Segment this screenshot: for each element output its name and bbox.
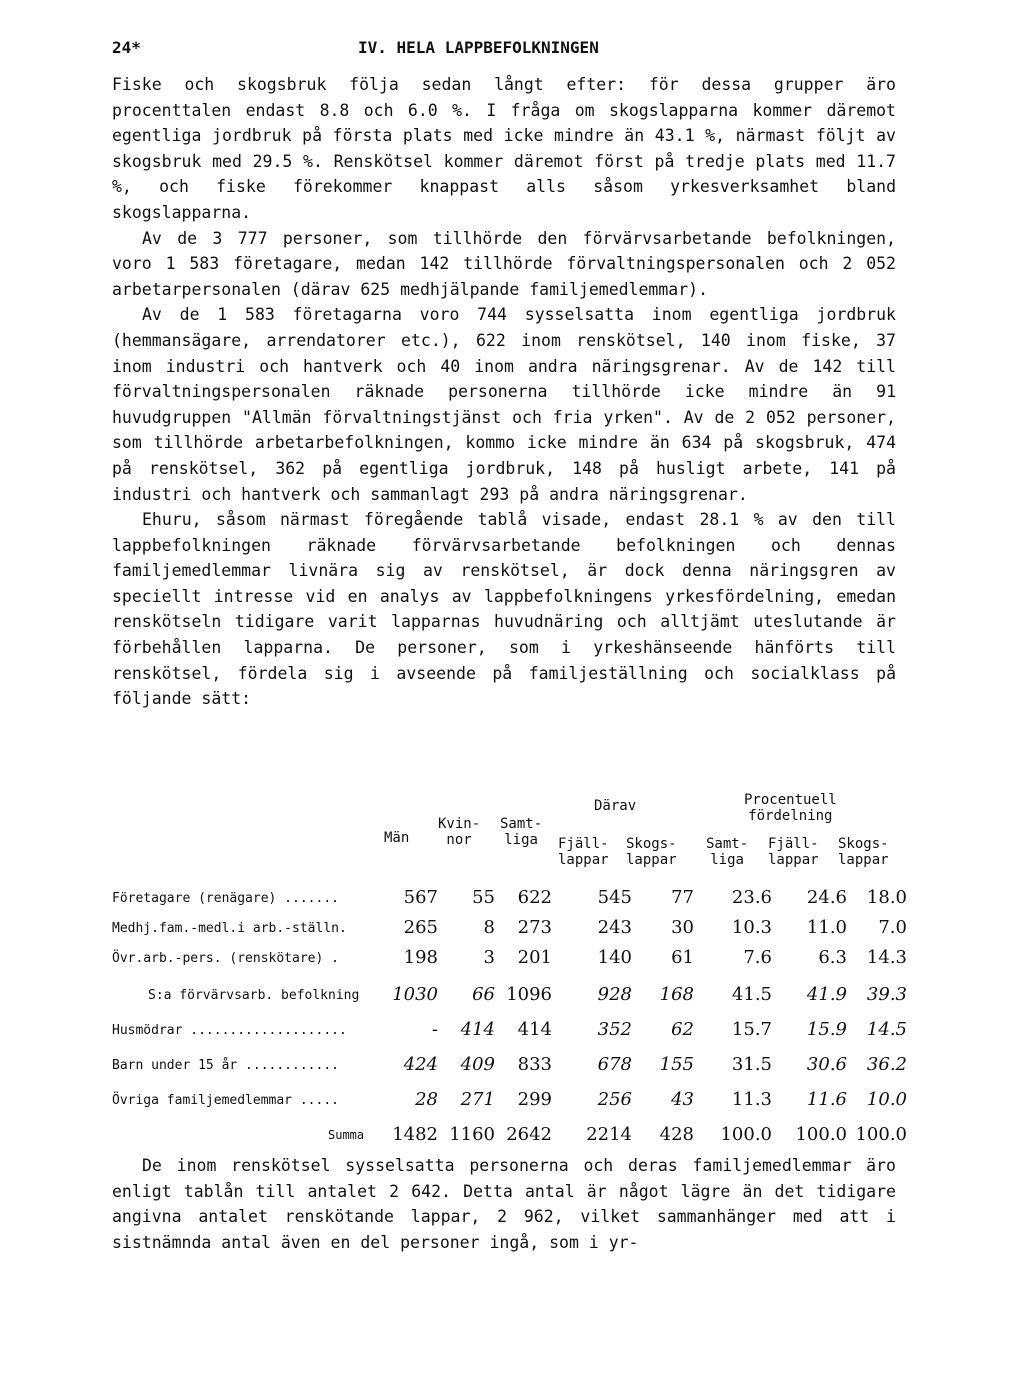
cell-samtliga: 201	[517, 947, 552, 968]
header-samtliga: Samt- liga	[500, 816, 543, 848]
cell-skogs: 77	[671, 887, 694, 908]
cell-pct-fjall: 11.0	[806, 917, 847, 938]
header-darav: Därav	[594, 798, 637, 814]
cell-kvinnor: 414	[460, 1019, 495, 1040]
cell-pct-samtliga: 31.5	[731, 1054, 772, 1075]
paragraph: Ehuru, såsom närmast föregående tablå visade, endast 28.1 % av den till lappbefolkningen räknade förvärvsarbetande befolkningen och dennas familjemedlemmar livnära sig av renskötsel, är dock denna näringsgren av speciellt intresse vid en analys av lappbefolkningens yrkesfördelning, emedan renskötseln tidigare varit lapparnas huvudnäring och alltjämt uteslutande är förbehållen lapparna. De personer, som i yrkeshänseende hänförts till renskötsel, fördela sig i avseende på familjeställning och socialklass på följande sätt:	[112, 510, 896, 709]
cell-kvinnor: 8	[483, 917, 495, 938]
cell-pct-skogs: 14.3	[866, 947, 907, 968]
page-header	[112, 38, 599, 57]
cell-pct-samtliga: 7.6	[743, 947, 772, 968]
header-pct-skogs: Skogs- lappar	[838, 836, 889, 868]
table-row	[112, 883, 912, 913]
cell-pct-samtliga: 23.6	[731, 887, 772, 908]
cell-skogs: 61	[671, 947, 694, 968]
cell-man: 424	[403, 1054, 438, 1075]
row-label: S:a förvärvsarb. befolkning	[148, 988, 360, 1003]
cell-pct-fjall: 11.6	[806, 1089, 847, 1110]
row-label: Medhj.fam.-medl.i arb.-ställn.	[112, 921, 347, 936]
chapter-title: IV. HELA LAPPBEFOLKNINGEN	[358, 38, 599, 57]
cell-samtliga: 833	[517, 1054, 552, 1075]
row-label: Summa	[328, 1128, 365, 1142]
row-label: Övr.arb.-pers. (renskötare) .	[112, 951, 339, 966]
paragraph: De inom renskötsel sysselsatta personerna och deras familjemedlemmar äro enligt tablån till antalet 2 642. Detta antal är något lägre än det tidigare angivna antalet renskötande lappar, 2 962, vilket sammanhänger med att i sistnämnda antal även en del personer ingå, som i yr-	[112, 1156, 896, 1252]
cell-samtliga: 622	[517, 887, 552, 908]
cell-pct-fjall: 15.9	[806, 1019, 847, 1040]
cell-fjall: 352	[597, 1019, 632, 1040]
cell-kvinnor: 1160	[449, 1124, 495, 1145]
cell-pct-fjall: 24.6	[806, 887, 847, 908]
header-pct-samtliga: Samt- liga	[706, 836, 749, 868]
cell-pct-samtliga: 10.3	[731, 917, 772, 938]
cell-pct-skogs: 36.2	[866, 1054, 907, 1075]
header-pct-fjall: Fjäll- lappar	[768, 836, 819, 868]
cell-samtliga: 273	[517, 917, 552, 938]
cell-pct-samtliga: 15.7	[731, 1019, 772, 1040]
header-procent: Procentuell fördelning	[744, 792, 837, 824]
cell-fjall: 545	[597, 887, 632, 908]
cell-pct-skogs: 39.3	[866, 984, 907, 1005]
cell-samtliga: 2642	[506, 1124, 552, 1145]
page-number: 24*	[112, 38, 141, 57]
cell-pct-samtliga: 41.5	[731, 984, 772, 1005]
header-darav-fjall: Fjäll- lappar	[558, 836, 609, 868]
paragraph: Fiske och skogsbruk följa sedan långt efter: för dessa grupper äro procenttalen endast 8.8 och 6.0 %. I fråga om skogslapparna kommer däremot egentliga jordbruk på första plats med icke mindre än 43.1 %, närmast följt av skogsbruk med 29.5 %. Renskötsel kommer däremot först på tredje plats med 11.7 %, och fiske förekommer knappast alls såsom yrkesverksamhet bland skogslapparna.	[112, 75, 896, 222]
table-row	[112, 1050, 912, 1080]
cell-kvinnor: 66	[472, 984, 495, 1005]
cell-samtliga: 299	[517, 1089, 552, 1110]
header-kvinnor: Kvin- nor	[438, 816, 481, 848]
cell-pct-fjall: 100.0	[795, 1124, 847, 1145]
row-label: Övriga familjemedlemmar .....	[112, 1093, 339, 1108]
cell-man: 265	[403, 917, 438, 938]
cell-kvinnor: 271	[460, 1089, 495, 1110]
reindeer-herding-table	[112, 788, 912, 1145]
table-row	[112, 943, 912, 973]
header-darav-skogs: Skogs- lappar	[626, 836, 677, 868]
cell-man: 1030	[392, 984, 438, 1005]
cell-fjall: 678	[597, 1054, 632, 1075]
cell-kvinnor: 55	[472, 887, 495, 908]
cell-kvinnor: 3	[483, 947, 495, 968]
cell-fjall: 243	[597, 917, 632, 938]
cell-pct-fjall: 6.3	[818, 947, 847, 968]
table-row	[112, 1015, 912, 1045]
cell-fjall: 140	[597, 947, 632, 968]
cell-pct-fjall: 41.9	[806, 984, 847, 1005]
cell-man: 28	[415, 1089, 438, 1110]
body-text	[112, 72, 896, 712]
row-label: Företagare (renägare) .......	[112, 891, 339, 906]
cell-skogs: 155	[659, 1054, 694, 1075]
cell-man: -	[431, 1019, 438, 1040]
cell-pct-skogs: 10.0	[866, 1089, 907, 1110]
cell-man: 567	[403, 887, 438, 908]
cell-man: 1482	[392, 1124, 438, 1145]
paragraph: Av de 1 583 företagarna voro 744 sysselsatta inom egentliga jordbruk (hemmansägare, arrendatorer etc.), 622 inom renskötsel, 140 inom fiske, 37 inom industri och hantverk och 40 inom andra näringsgrenar. Av de 142 till förvaltningspersonalen räknade personerna tillhörde icke mindre än 91 huvudgruppen "Allmän förvaltningstjänst och fria yrken". Av de 2 052 personer, som tillhörde arbetarbefolkningen, kommo icke mindre än 634 på skogsbruk, 474 på renskötsel, 362 på egentliga jordbruk, 148 på husligt arbete, 141 på industri och hantverk och sammanlagt 293 på andra näringsgrenar.	[112, 305, 896, 504]
cell-fjall: 928	[597, 984, 632, 1005]
row-label: Husmödrar ....................	[112, 1023, 347, 1038]
cell-skogs: 428	[659, 1124, 694, 1145]
paragraph: Av de 3 777 personer, som tillhörde den förvärvsarbetande befolkningen, voro 1 583 företagare, medan 142 tillhörde förvaltningspersonalen och 2 052 arbetarpersonalen (därav 625 medhjälpande familjemedlemmar).	[112, 228, 896, 299]
cell-pct-skogs: 7.0	[878, 917, 907, 938]
row-label: Barn under 15 år ............	[112, 1058, 339, 1073]
table-row	[112, 980, 912, 1010]
table-row	[112, 913, 912, 943]
cell-pct-skogs: 18.0	[866, 887, 907, 908]
cell-pct-samtliga: 11.3	[731, 1089, 772, 1110]
cell-fjall: 2214	[586, 1124, 632, 1145]
table-row	[112, 1085, 912, 1115]
table-row-summa	[112, 1120, 912, 1150]
cell-man: 198	[403, 947, 438, 968]
cell-skogs: 30	[671, 917, 694, 938]
closing-text	[112, 1153, 896, 1255]
cell-skogs: 168	[659, 984, 694, 1005]
cell-pct-skogs: 100.0	[855, 1124, 907, 1145]
cell-fjall: 256	[597, 1089, 632, 1110]
cell-pct-skogs: 14.5	[866, 1019, 907, 1040]
cell-pct-samtliga: 100.0	[720, 1124, 772, 1145]
cell-kvinnor: 409	[460, 1054, 495, 1075]
header-man: Män	[384, 830, 410, 846]
cell-pct-fjall: 30.6	[806, 1054, 847, 1075]
cell-skogs: 43	[671, 1089, 694, 1110]
cell-samtliga: 1096	[506, 984, 552, 1005]
cell-skogs: 62	[671, 1019, 694, 1040]
cell-samtliga: 414	[517, 1019, 552, 1040]
